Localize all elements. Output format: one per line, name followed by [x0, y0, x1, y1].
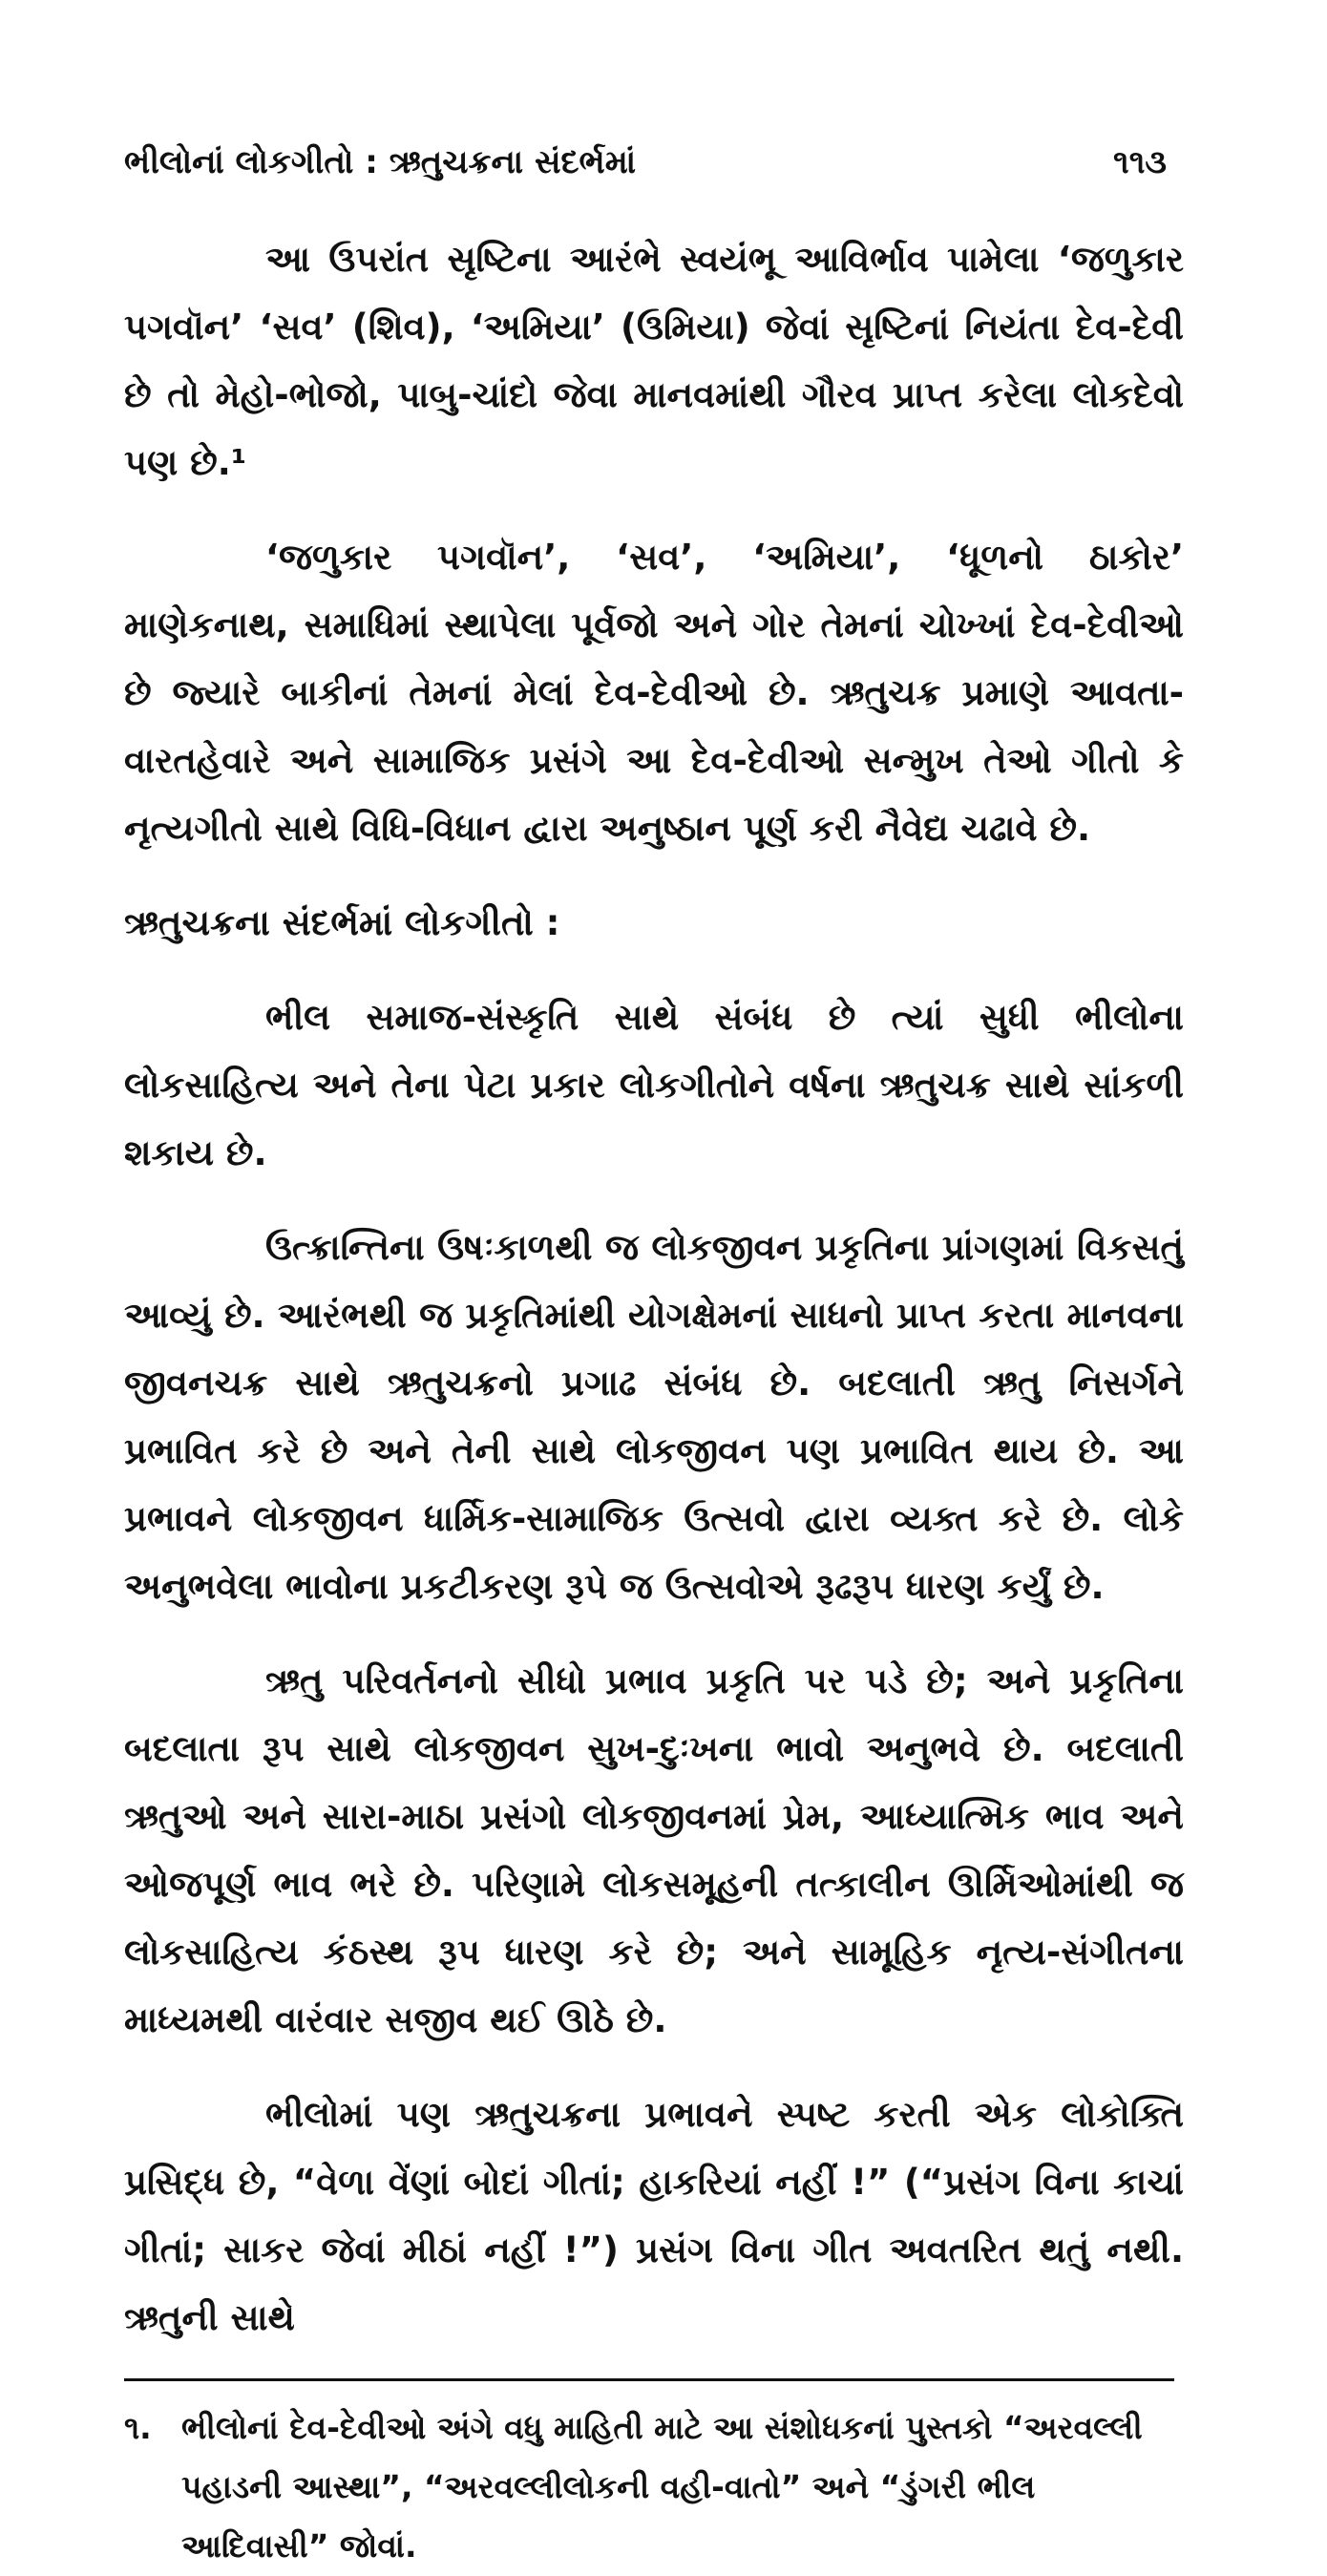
paragraph: આ ઉપરાંત સૃષ્ટિના આરંભે સ્વયંભૂ આવિર્ભાવ પામેલા ‘જળુકાર પગવૉન’ ‘સવ’ (શિવ), ‘અમિયા’ (ઉમિયા) જેવાં સૃષ્ટિનાં નિયંતા દેવ-દેવી છે તો મેહો-ભોજો, પાબુ-ચાંદો જેવા માનવમાંથી ગૌરવ પ્રાપ્ત કરેલા લોકદેવો પણ છે.¹ [124, 239, 1184, 483]
footnote-number: ૧. [124, 2409, 152, 2446]
body-text [124, 225, 1184, 2352]
paragraph: ભીલોમાં પણ ઋતુચક્રના પ્રભાવને સ્પષ્ટ કરતી એક લોકોક્તિ પ્રસિદ્ધ છે, “વેળા વેંણાં બોદાં ગીતાં; હાકરિયાં નહીં !” (“પ્રસંગ વિના કાચાં ગીતાં; સાકર જેવાં મીઠાં નહીં !”) પ્રસંગ વિના ગીત અવતરિત થતું નથી. ઋતુની સાથે [124, 2094, 1184, 2338]
running-title: ભીલોનાં લોકગીતો : ઋતુચક્રના સંદર્ભમાં [124, 143, 637, 181]
paragraph: ‘જળુકાર પગવૉન’, ‘સવ’, ‘અમિયા’, ‘ધૂળનો ઠાકોર’ માણેકનાથ, સમાધિમાં સ્થાપેલા પૂર્વજો અને ગોર તેમનાં ચોખ્ખાં દેવ-દેવીઓ છે જ્યારે બાકીનાં તેમનાં મેલાં દેવ-દેવીઓ છે. ઋતુચક્ર પ્રમાણે આવતા-વારતહેવારે અને સામાજિક પ્રસંગે આ દેવ-દેવીઓ સન્મુખ તેઓ ગીતો કે નૃત્યગીતો સાથે વિધિ-વિધાન દ્વારા અનુષ્ઠાન પૂર્ણ કરી નૈવેદ્ય ચઢાવે છે. [124, 537, 1184, 849]
page-number: ૧૧૩ [1113, 143, 1167, 181]
paragraph: ઉત્ક્રાન્તિના ઉષઃકાળથી જ લોકજીવન પ્રકૃતિના પ્રાંગણમાં વિકસતું આવ્યું છે. આરંભથી જ પ્રકૃતિમાંથી યોગક્ષેમનાં સાધનો પ્રાપ્ત કરતા માનવના જીવનચક્ર સાથે ઋતુચક્રનો પ્રગાઢ સંબંધ છે. બદલાતી ઋતુ નિસર્ગને પ્રભાવિત કરે છે અને તેની સાથે લોકજીવન પણ પ્રભાવિત થાય છે. આ પ્રભાવને લોકજીવન ધાર્મિક-સામાજિક ઉત્સવો દ્વારા વ્યક્ત કરે છે. લોકે અનુભવેલા ભાવોના પ્રકટીકરણ રૂપે જ ઉત્સવોએ રૂઢરૂપ ધારણ કર્યું છે. [124, 1227, 1184, 1607]
paragraph: ભીલ સમાજ-સંસ્કૃતિ સાથે સંબંધ છે ત્યાં સુધી ભીલોના લોકસાહિત્ય અને તેના પેટા પ્રકાર લોકગીતોને વર્ષના ઋતુચક્ર સાથે સાંકળી શકાય છે. [124, 997, 1184, 1173]
page-header [124, 143, 1184, 181]
footnote-divider [124, 2378, 1174, 2381]
section-heading: ઋતુચક્રના સંદર્ભમાં લોકગીતો : [124, 902, 560, 943]
paragraph: ઋતુ પરિવર્તનનો સીધો પ્રભાવ પ્રકૃતિ પર પડે છે; અને પ્રકૃતિના બદલાતા રૂપ સાથે લોકજીવન સુખ-દુઃખના ભાવો અનુભવે છે. બદલાતી ઋતુઓ અને સારા-માઠા પ્રસંગો લોકજીવનમાં પ્રેમ, આધ્યાત્મિક ભાવ અને ઓજપૂર્ણ ભાવ ભરે છે. પરિણામે લોકસમૂહની તત્કાલીન ઊર્મિઓમાંથી જ લોકસાહિત્ય કંઠસ્થ રૂપ ધારણ કરે છે; અને સામૂહિક નૃત્ય-સંગીતના માધ્યમથી વારંવાર સજીવ થઈ ઊઠે છે. [124, 1660, 1184, 2040]
footnote [124, 2398, 1184, 2576]
footnote-text: ભીલોનાં દેવ-દેવીઓ અંગે વધુ માહિતી માટે આ સંશોધકનાં પુસ્તકો “અરવલ્લી પહાડની આસ્થા”, “અરવલ્લીલોકની વહી-વાતો” અને “ડુંગરી ભીલ આદિવાસી” જોવાં. [181, 2409, 1143, 2565]
